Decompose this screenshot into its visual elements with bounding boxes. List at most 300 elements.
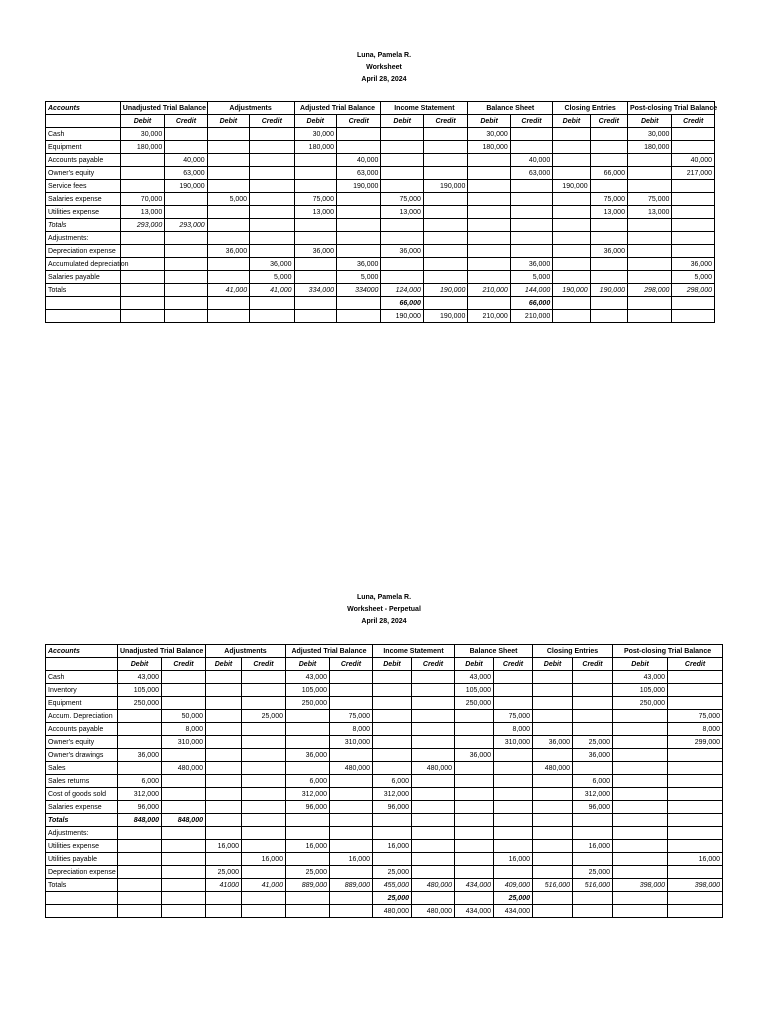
account-label: Cost of goods sold (46, 788, 118, 801)
debit-header: Debit (553, 115, 590, 128)
amount-cell: 16,000 (668, 853, 723, 866)
amount-cell: 312,000 (118, 788, 162, 801)
empty-cell (533, 853, 573, 866)
amount-cell: 6,000 (118, 775, 162, 788)
empty-cell (455, 840, 494, 853)
empty-cell (590, 258, 627, 271)
account-label: Utilities payable (46, 853, 118, 866)
empty-cell (510, 193, 552, 206)
empty-cell (553, 310, 590, 323)
empty-cell (162, 905, 206, 918)
empty-cell (668, 866, 723, 879)
amount-cell: 210,000 (468, 310, 510, 323)
amount-cell: 66,000 (510, 297, 552, 310)
debit-header: Debit (120, 115, 164, 128)
table-row (46, 284, 715, 297)
empty-cell (412, 710, 455, 723)
empty-cell (336, 128, 380, 141)
debit-header: Debit (455, 658, 494, 671)
empty-cell (627, 297, 671, 310)
amount-cell: 96,000 (286, 801, 330, 814)
amount-cell: 25,000 (573, 866, 613, 879)
empty-cell (286, 736, 330, 749)
empty-cell (613, 853, 668, 866)
sub-header-row (46, 658, 723, 671)
amount-cell: 105,000 (118, 684, 162, 697)
empty-cell (381, 232, 423, 245)
empty-cell (330, 827, 373, 840)
amount-cell: 217,000 (672, 167, 715, 180)
empty-cell (627, 271, 671, 284)
empty-cell (207, 128, 249, 141)
column-group-header: Adjustments (206, 645, 286, 658)
amount-cell: 36,000 (672, 258, 715, 271)
amount-cell: 334000 (336, 284, 380, 297)
account-label: Totals (46, 814, 118, 827)
table-row (46, 775, 723, 788)
table-row (46, 271, 715, 284)
amount-cell: 298,000 (672, 284, 715, 297)
amount-cell: 41,000 (242, 879, 286, 892)
empty-cell (533, 723, 573, 736)
empty-cell (494, 827, 533, 840)
amount-cell: 41000 (206, 879, 242, 892)
debit-header: Debit (613, 658, 668, 671)
credit-header: Credit (590, 115, 627, 128)
table-row (46, 206, 715, 219)
amount-cell: 190,000 (423, 284, 467, 297)
empty-cell (242, 762, 286, 775)
table-row (46, 671, 723, 684)
empty-cell (668, 749, 723, 762)
empty-cell (120, 271, 164, 284)
debit-header: Debit (118, 658, 162, 671)
empty-cell (207, 297, 249, 310)
empty-cell (423, 271, 467, 284)
empty-cell (207, 180, 249, 193)
empty-cell (250, 154, 294, 167)
amount-cell: 13,000 (294, 206, 336, 219)
amount-cell: 250,000 (455, 697, 494, 710)
empty-cell (533, 905, 573, 918)
empty-cell (412, 853, 455, 866)
empty-cell (207, 154, 249, 167)
empty-cell (468, 245, 510, 258)
account-label: Owner's equity (46, 736, 118, 749)
amount-cell: 75,000 (294, 193, 336, 206)
empty-cell (373, 697, 412, 710)
credit-header: Credit (494, 658, 533, 671)
empty-cell (242, 671, 286, 684)
amount-cell: 30,000 (627, 128, 671, 141)
amount-cell: 434,000 (455, 879, 494, 892)
empty-cell (533, 684, 573, 697)
empty-cell (330, 697, 373, 710)
worksheet-date: April 28, 2024 (361, 618, 407, 625)
empty-cell (613, 762, 668, 775)
empty-cell (668, 840, 723, 853)
amount-cell: 16,000 (573, 840, 613, 853)
empty-cell (242, 905, 286, 918)
empty-cell (373, 749, 412, 762)
table-row (46, 180, 715, 193)
amount-cell: 66,000 (590, 167, 627, 180)
credit-header: Credit (412, 658, 455, 671)
amount-cell: 480,000 (533, 762, 573, 775)
empty-cell (494, 840, 533, 853)
worksheet-perpetual-table (45, 644, 723, 918)
empty-cell (294, 219, 336, 232)
amount-cell: 16,000 (242, 853, 286, 866)
empty-cell (294, 180, 336, 193)
empty-cell (668, 801, 723, 814)
amount-cell: 75,000 (381, 193, 423, 206)
empty-cell (553, 245, 590, 258)
amount-cell: 50,000 (162, 710, 206, 723)
empty-cell (118, 840, 162, 853)
empty-cell (165, 206, 207, 219)
amount-cell: 75,000 (494, 710, 533, 723)
empty-cell (206, 853, 242, 866)
empty-cell (330, 788, 373, 801)
amount-cell: 144,000 (510, 284, 552, 297)
amount-cell: 36,000 (207, 245, 249, 258)
empty-cell (613, 801, 668, 814)
amount-cell: 516,000 (573, 879, 613, 892)
empty-cell (162, 697, 206, 710)
empty-cell (668, 671, 723, 684)
empty-cell (412, 866, 455, 879)
empty-cell (286, 905, 330, 918)
amount-cell: 190,000 (336, 180, 380, 193)
empty-cell (206, 892, 242, 905)
empty-cell (423, 245, 467, 258)
empty-cell (468, 232, 510, 245)
empty-cell (250, 232, 294, 245)
empty-cell (294, 310, 336, 323)
amount-cell: 480,000 (412, 905, 455, 918)
empty-cell (381, 167, 423, 180)
empty-cell (455, 762, 494, 775)
amount-cell: 409,000 (494, 879, 533, 892)
account-label: Owner's equity (46, 167, 121, 180)
empty-cell (423, 128, 467, 141)
debit-header: Debit (207, 115, 249, 128)
table-row (46, 297, 715, 310)
empty-cell (672, 310, 715, 323)
amount-cell: 13,000 (627, 206, 671, 219)
table-row (46, 128, 715, 141)
empty-cell (590, 154, 627, 167)
debit-header: Debit (206, 658, 242, 671)
empty-cell (294, 167, 336, 180)
empty-cell (590, 180, 627, 193)
empty-cell (373, 853, 412, 866)
table-row (46, 879, 723, 892)
empty-cell (510, 128, 552, 141)
empty-cell (330, 801, 373, 814)
empty-cell (373, 723, 412, 736)
empty-cell (206, 749, 242, 762)
empty-cell (553, 206, 590, 219)
amount-cell: 36,000 (533, 736, 573, 749)
amount-cell: 105,000 (455, 684, 494, 697)
empty-cell (533, 671, 573, 684)
amount-cell: 36,000 (590, 245, 627, 258)
empty-cell (118, 723, 162, 736)
amount-cell: 293,000 (165, 219, 207, 232)
empty-cell (510, 219, 552, 232)
column-group-header: Adjusted Trial Balance (294, 102, 381, 115)
amount-cell: 8,000 (330, 723, 373, 736)
empty-cell (494, 697, 533, 710)
empty-cell (336, 310, 380, 323)
account-label: Sales (46, 762, 118, 775)
table-row (46, 232, 715, 245)
amount-cell: 96,000 (118, 801, 162, 814)
empty-cell (336, 141, 380, 154)
amount-cell: 480,000 (412, 879, 455, 892)
empty-cell (330, 905, 373, 918)
amount-cell: 16,000 (206, 840, 242, 853)
empty-cell (672, 128, 715, 141)
empty-cell (162, 801, 206, 814)
amount-cell: 480,000 (373, 905, 412, 918)
credit-header: Credit (573, 658, 613, 671)
amount-cell: 25,000 (494, 892, 533, 905)
empty-cell (286, 892, 330, 905)
amount-cell: 43,000 (613, 671, 668, 684)
empty-cell (165, 193, 207, 206)
credit-header: Credit (250, 115, 294, 128)
amount-cell: 36,000 (510, 258, 552, 271)
empty-cell (533, 697, 573, 710)
empty-cell (206, 697, 242, 710)
amount-cell: 250,000 (118, 697, 162, 710)
amount-cell: 5,000 (510, 271, 552, 284)
empty-cell (330, 840, 373, 853)
amount-cell: 41,000 (250, 284, 294, 297)
empty-cell (533, 749, 573, 762)
empty-cell (627, 154, 671, 167)
empty-cell (553, 193, 590, 206)
account-label (46, 310, 121, 323)
amount-cell: 63,000 (336, 167, 380, 180)
empty-cell (330, 671, 373, 684)
empty-cell (207, 141, 249, 154)
empty-cell (455, 853, 494, 866)
empty-cell (590, 297, 627, 310)
empty-cell (162, 840, 206, 853)
empty-cell (286, 762, 330, 775)
empty-cell (242, 749, 286, 762)
empty-cell (412, 788, 455, 801)
amount-cell: 36,000 (118, 749, 162, 762)
empty-cell (533, 814, 573, 827)
credit-header: Credit (330, 658, 373, 671)
empty-cell (573, 814, 613, 827)
empty-cell (286, 853, 330, 866)
table-row (46, 762, 723, 775)
empty-cell (668, 762, 723, 775)
empty-cell (120, 245, 164, 258)
empty-cell (330, 892, 373, 905)
table-row (46, 892, 723, 905)
column-group-header: Income Statement (373, 645, 455, 658)
empty-cell (242, 866, 286, 879)
account-label: Owner's drawings (46, 749, 118, 762)
empty-cell (162, 879, 206, 892)
empty-cell (381, 271, 423, 284)
empty-cell (533, 840, 573, 853)
empty-cell (573, 697, 613, 710)
amount-cell: 293,000 (120, 219, 164, 232)
empty-cell (207, 258, 249, 271)
table-row (46, 684, 723, 697)
empty-cell (242, 840, 286, 853)
empty-cell (242, 684, 286, 697)
empty-cell (627, 232, 671, 245)
empty-cell (165, 271, 207, 284)
amount-cell: 5,000 (207, 193, 249, 206)
column-group-header: Adjustments (207, 102, 294, 115)
empty-cell (455, 736, 494, 749)
empty-cell (672, 297, 715, 310)
empty-cell (250, 128, 294, 141)
amount-cell: 36,000 (336, 258, 380, 271)
empty-cell (242, 775, 286, 788)
account-label: Cash (46, 671, 118, 684)
empty-cell (510, 232, 552, 245)
empty-cell (613, 710, 668, 723)
amount-cell: 40,000 (510, 154, 552, 167)
empty-cell (455, 775, 494, 788)
column-group-header: Unadjusted Trial Balance (120, 102, 207, 115)
empty-cell (613, 723, 668, 736)
empty-cell (590, 128, 627, 141)
empty-cell (330, 866, 373, 879)
empty-cell (206, 710, 242, 723)
empty-cell (242, 723, 286, 736)
amount-cell: 8,000 (668, 723, 723, 736)
table-row (46, 245, 715, 258)
empty-cell (468, 193, 510, 206)
empty-cell (423, 154, 467, 167)
empty-cell (206, 775, 242, 788)
empty-cell (627, 310, 671, 323)
credit-header: Credit (423, 115, 467, 128)
empty-cell (553, 258, 590, 271)
table-row (46, 219, 715, 232)
amount-cell: 13,000 (381, 206, 423, 219)
amount-cell: 312,000 (286, 788, 330, 801)
empty-cell (455, 788, 494, 801)
empty-cell (242, 788, 286, 801)
empty-cell (455, 723, 494, 736)
empty-cell (455, 866, 494, 879)
empty-cell (206, 723, 242, 736)
amount-cell: 105,000 (286, 684, 330, 697)
accounts-header: Accounts (46, 102, 121, 115)
amount-cell: 105,000 (613, 684, 668, 697)
account-label: Adjustments: (46, 827, 118, 840)
empty-cell (336, 245, 380, 258)
empty-cell (165, 245, 207, 258)
table-row (46, 853, 723, 866)
worksheet-perpetual-section (0, 592, 768, 915)
account-label: Inventory (46, 684, 118, 697)
blank-cell (46, 658, 118, 671)
empty-cell (494, 801, 533, 814)
amount-cell: 25,000 (373, 866, 412, 879)
account-label: Utilities expense (46, 840, 118, 853)
empty-cell (381, 180, 423, 193)
account-label: Accounts payable (46, 723, 118, 736)
empty-cell (336, 232, 380, 245)
empty-cell (250, 297, 294, 310)
empty-cell (494, 788, 533, 801)
amount-cell: 63,000 (510, 167, 552, 180)
empty-cell (553, 271, 590, 284)
empty-cell (162, 775, 206, 788)
column-group-header: Unadjusted Trial Balance (118, 645, 206, 658)
empty-cell (207, 219, 249, 232)
amount-cell: 190,000 (553, 284, 590, 297)
account-label: Depreciation expense (46, 866, 118, 879)
empty-cell (118, 905, 162, 918)
empty-cell (412, 684, 455, 697)
amount-cell: 6,000 (286, 775, 330, 788)
empty-cell (412, 814, 455, 827)
worksheet-date: April 28, 2024 (361, 76, 407, 83)
table-row (46, 749, 723, 762)
table-row (46, 710, 723, 723)
empty-cell (510, 245, 552, 258)
empty-cell (533, 892, 573, 905)
amount-cell: 180,000 (120, 141, 164, 154)
empty-cell (373, 736, 412, 749)
empty-cell (118, 853, 162, 866)
amount-cell: 480,000 (412, 762, 455, 775)
empty-cell (118, 866, 162, 879)
amount-cell: 848,000 (162, 814, 206, 827)
empty-cell (423, 219, 467, 232)
table-row (46, 801, 723, 814)
empty-cell (668, 788, 723, 801)
amount-cell: 334,000 (294, 284, 336, 297)
credit-header: Credit (672, 115, 715, 128)
column-group-header: Closing Entries (553, 102, 628, 115)
empty-cell (118, 892, 162, 905)
amount-cell: 13,000 (590, 206, 627, 219)
amount-cell: 480,000 (330, 762, 373, 775)
empty-cell (468, 206, 510, 219)
empty-cell (381, 154, 423, 167)
debit-header: Debit (373, 658, 412, 671)
empty-cell (330, 684, 373, 697)
amount-cell: 16,000 (286, 840, 330, 853)
empty-cell (330, 775, 373, 788)
empty-cell (613, 905, 668, 918)
amount-cell: 190,000 (165, 180, 207, 193)
empty-cell (412, 840, 455, 853)
empty-cell (590, 232, 627, 245)
empty-cell (207, 167, 249, 180)
debit-header: Debit (627, 115, 671, 128)
worksheet-table (45, 101, 718, 323)
amount-cell: 312,000 (573, 788, 613, 801)
empty-cell (423, 258, 467, 271)
